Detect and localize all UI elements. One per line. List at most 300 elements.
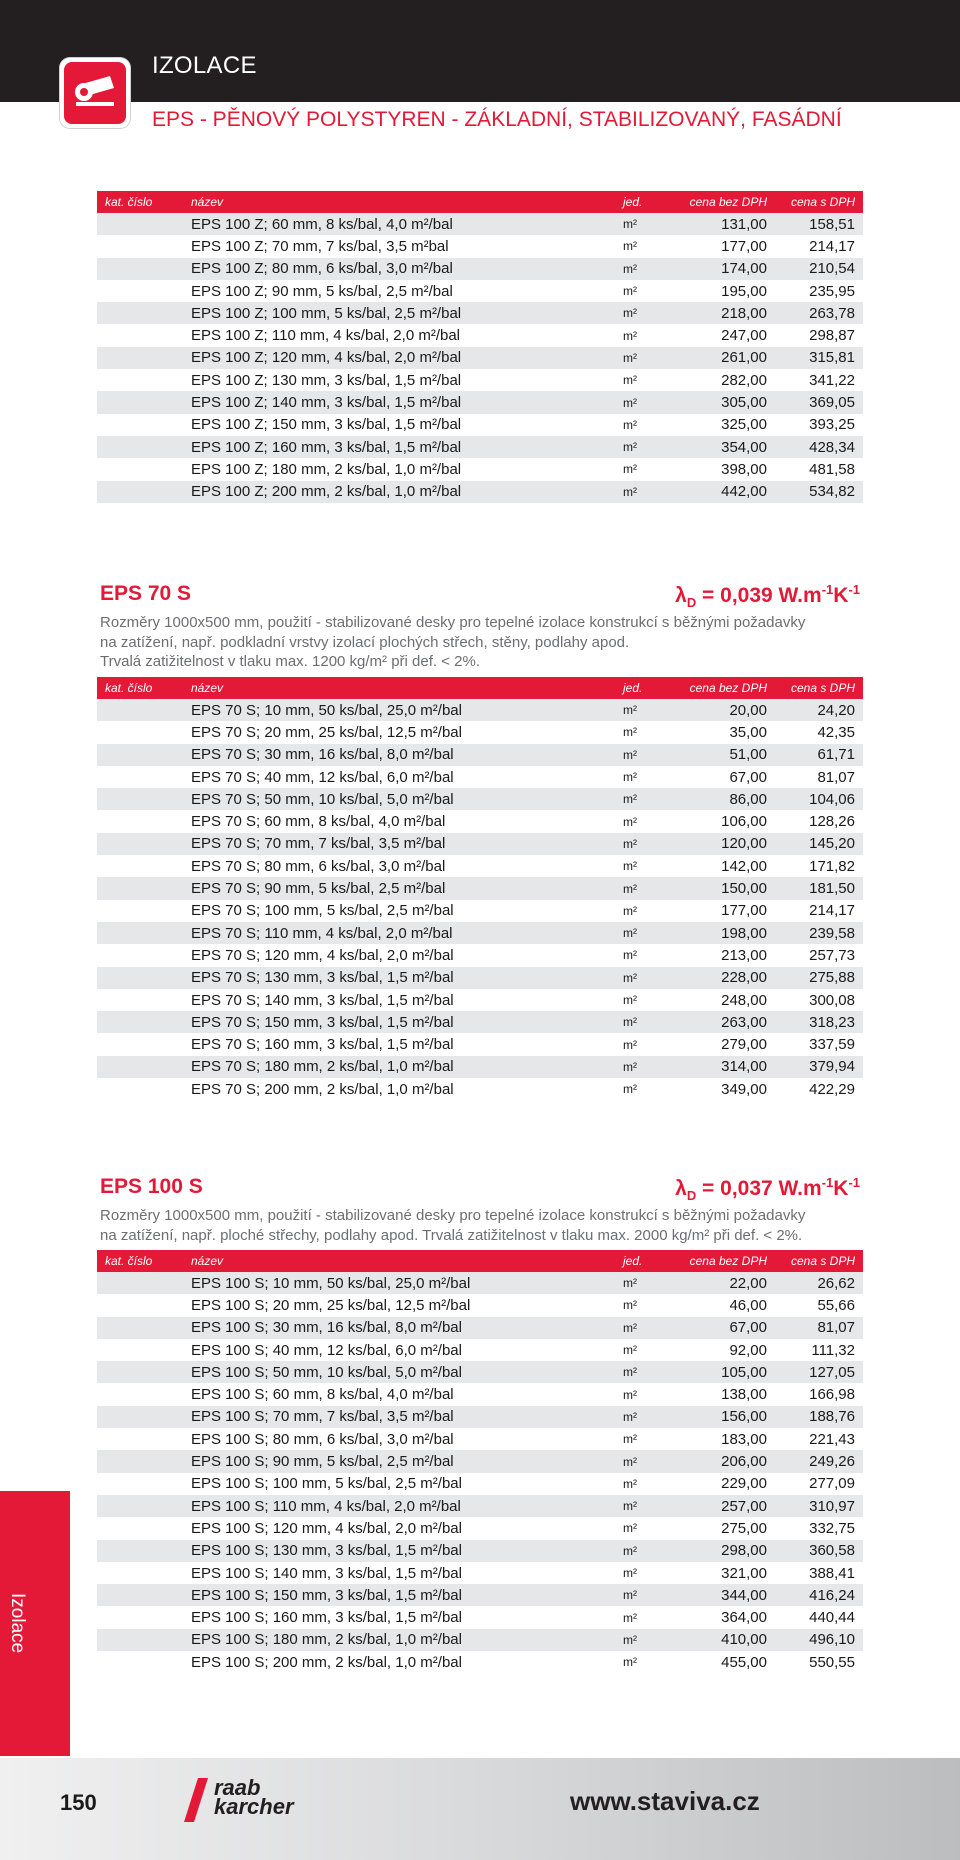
cell-kat-number: [97, 1606, 183, 1628]
category-badge: [60, 58, 130, 128]
cell-price-net: 263,00: [660, 1011, 775, 1033]
cell-price-net: 138,00: [721, 1386, 767, 1404]
table-row: [97, 1078, 863, 1100]
cell-kat-number: [97, 1406, 183, 1428]
col-header-unit: jed.: [615, 1250, 660, 1272]
cell-kat-number: [97, 1078, 183, 1100]
cell-price-net: 275,00: [721, 1519, 767, 1537]
cell-price-gross: 298,87: [809, 327, 855, 345]
table-row: [97, 1606, 863, 1628]
table-row: [97, 481, 863, 503]
cell-price-gross: 239,58: [775, 922, 863, 944]
brand-logo-line: karcher: [214, 1794, 294, 1819]
table-row: [97, 324, 863, 346]
cell-kat-number: [97, 436, 183, 458]
cell-price-gross: 166,98: [809, 1386, 855, 1404]
cell-price-net: 86,00: [660, 788, 775, 810]
table-row: [97, 1428, 863, 1450]
cell-unit: m²: [615, 1406, 660, 1428]
cell-product-name: EPS 70 S; 120 mm, 4 ks/bal, 2,0 m²/bal: [191, 946, 454, 964]
cell-product-name: EPS 70 S; 100 mm, 5 ks/bal, 2,5 m²/bal: [191, 902, 454, 920]
cell-kat-number: [97, 744, 183, 766]
cell-price-gross: 496,10: [775, 1629, 863, 1651]
table-row: [97, 766, 863, 788]
cell-product-name: EPS 100 S; 130 mm, 3 ks/bal, 1,5 m²/bal: [183, 1540, 615, 1562]
cell-product-name: EPS 70 S; 20 mm, 25 ks/bal, 12,5 m²/bal: [191, 723, 462, 741]
cell-unit: m²: [615, 699, 660, 721]
cell-product-name: EPS 70 S; 30 mm, 16 ks/bal, 8,0 m²/bal: [183, 744, 615, 766]
brand-logo-slash-icon: [184, 1778, 214, 1822]
cell-product-name: EPS 70 S; 90 mm, 5 ks/bal, 2,5 m²/bal: [183, 877, 615, 899]
cell-product-name: EPS 70 S; 180 mm, 2 ks/bal, 1,0 m²/bal: [183, 1056, 615, 1078]
cell-price-net: 177,00: [721, 902, 767, 920]
cell-price-net: 198,00: [660, 922, 775, 944]
cell-unit: m²: [623, 1476, 637, 1491]
cell-price-net: 228,00: [660, 967, 775, 989]
cell-product-name: EPS 100 S; 40 mm, 12 ks/bal, 6,0 m²/bal: [191, 1341, 462, 1359]
table-row: [97, 347, 863, 369]
cell-kat-number: [97, 1651, 183, 1673]
cell-product-name: EPS 100 Z; 150 mm, 3 ks/bal, 1,5 m²/bal: [191, 416, 462, 434]
cell-unit: m²: [615, 967, 660, 989]
cell-price-gross: 341,22: [809, 371, 855, 389]
cell-price-net: 314,00: [660, 1056, 775, 1078]
cell-price-gross: 481,58: [809, 460, 855, 478]
cell-kat-number: [97, 699, 183, 721]
cell-price-gross: 24,20: [775, 699, 863, 721]
cell-unit: m²: [615, 1584, 660, 1606]
cell-kat-number: [97, 1339, 183, 1361]
description-line: Rozměry 1000x500 mm, použití - stabilizované desky pro tepelné izolace konstrukcí s běžnými požadavky: [100, 1207, 806, 1224]
brand-logo-line: raab: [214, 1775, 261, 1800]
cell-product-name: EPS 100 Z; 160 mm, 3 ks/bal, 1,5 m²/bal: [183, 436, 615, 458]
cell-price-gross: 128,26: [809, 813, 855, 831]
table-row: [97, 1406, 863, 1428]
table-row: [97, 1562, 863, 1584]
cell-product-name: EPS 100 Z; 80 mm, 6 ks/bal, 3,0 m²/bal: [183, 258, 615, 280]
table-row: [97, 1517, 863, 1539]
cell-kat-number: [97, 788, 183, 810]
cell-unit: m²: [623, 903, 637, 918]
cell-price-gross: 318,23: [775, 1011, 863, 1033]
cell-kat-number: [97, 324, 183, 346]
cell-price-gross: 81,07: [817, 768, 855, 786]
cell-price-net: 282,00: [721, 371, 767, 389]
cell-price-gross: 277,09: [809, 1475, 855, 1493]
table-row: [97, 414, 863, 436]
cell-price-net: 261,00: [660, 347, 775, 369]
cell-price-gross: 249,26: [775, 1450, 863, 1472]
description-line: na zatížení, např. ploché střechy, podlahy apod. Trvalá zatižitelnost v tlaku max. 2000 kg/m² při def. < 2%.: [100, 1226, 803, 1244]
cell-price-net: 67,00: [729, 768, 767, 786]
table-header-row: [97, 677, 863, 699]
cell-price-net: 156,00: [660, 1406, 775, 1428]
col-header-price-net: cena bez DPH: [660, 191, 775, 213]
cell-product-name: EPS 100 S; 50 mm, 10 ks/bal, 5,0 m²/bal: [183, 1361, 615, 1383]
cell-product-name: EPS 100 Z; 110 mm, 4 ks/bal, 2,0 m²/bal: [191, 327, 461, 345]
cell-unit: m²: [623, 1610, 637, 1625]
cell-product-name: EPS 100 S; 110 mm, 4 ks/bal, 2,0 m²/bal: [183, 1495, 615, 1517]
cell-price-gross: 388,41: [809, 1564, 855, 1582]
cell-kat-number: [97, 1317, 183, 1339]
lambda-value: [675, 1175, 860, 1203]
cell-price-gross: 393,25: [809, 416, 855, 434]
cell-price-net: 22,00: [660, 1272, 775, 1294]
cell-kat-number: [97, 944, 183, 966]
cell-kat-number: [97, 922, 183, 944]
cell-kat-number: [97, 481, 183, 503]
cell-price-gross: 332,75: [809, 1519, 855, 1537]
description-line: na zatížení, např. podkladní vrstvy izolací plochých střech, stěny, podlahy apod.: [100, 633, 630, 651]
table-row: [97, 213, 863, 235]
cell-unit: m²: [623, 1037, 637, 1052]
cell-unit: m²: [623, 770, 637, 785]
cell-kat-number: [97, 1450, 183, 1472]
cell-unit: m²: [623, 1521, 637, 1536]
section-description: [100, 613, 870, 672]
cell-product-name: EPS 70 S; 80 mm, 6 ks/bal, 3,0 m²/bal: [191, 857, 446, 875]
cell-product-name: EPS 70 S; 150 mm, 3 ks/bal, 1,5 m²/bal: [183, 1011, 615, 1033]
website-link[interactable]: www.staviva.cz: [570, 1786, 760, 1816]
cell-kat-number: [97, 280, 183, 302]
col-header-price-net: cena bez DPH: [660, 1250, 775, 1272]
cell-price-gross: 210,54: [775, 258, 863, 280]
cell-product-name: EPS 100 S; 200 mm, 2 ks/bal, 1,0 m²/bal: [191, 1653, 462, 1671]
insulation-roll-icon: [64, 62, 126, 124]
cell-kat-number: [97, 391, 183, 413]
cell-product-name: EPS 100 S; 60 mm, 8 ks/bal, 4,0 m²/bal: [191, 1386, 454, 1404]
cell-product-name: EPS 100 Z; 120 mm, 4 ks/bal, 2,0 m²/bal: [183, 347, 615, 369]
cell-price-gross: 81,07: [775, 1317, 863, 1339]
cell-product-name: EPS 70 S; 60 mm, 8 ks/bal, 4,0 m²/bal: [191, 813, 446, 831]
cell-unit: m²: [615, 258, 660, 280]
cell-price-gross: 221,43: [809, 1430, 855, 1448]
cell-unit: m²: [615, 744, 660, 766]
cell-product-name: EPS 100 Z; 70 mm, 7 ks/bal, 3,5 m²bal: [191, 237, 449, 255]
cell-price-net: 213,00: [721, 946, 767, 964]
col-header-kat: kat. číslo: [97, 1250, 183, 1272]
cell-unit: m²: [615, 1317, 660, 1339]
cell-price-net: 349,00: [721, 1080, 767, 1098]
table-row: [97, 1361, 863, 1383]
cell-product-name: EPS 70 S; 40 mm, 12 ks/bal, 6,0 m²/bal: [191, 768, 454, 786]
cell-product-name: EPS 70 S; 140 mm, 3 ks/bal, 1,5 m²/bal: [191, 991, 454, 1009]
cell-unit: m²: [615, 481, 660, 503]
cell-unit: m²: [623, 859, 637, 874]
cell-unit: m²: [615, 1056, 660, 1078]
cell-unit: m²: [615, 1011, 660, 1033]
col-header-kat: kat. číslo: [97, 191, 183, 213]
cell-product-name: EPS 100 Z; 60 mm, 8 ks/bal, 4,0 m²/bal: [183, 213, 615, 235]
col-header-price-gross: cena s DPH: [775, 677, 863, 699]
cell-price-gross: 534,82: [775, 481, 863, 503]
cell-kat-number: [97, 213, 183, 235]
cell-kat-number: [97, 1033, 183, 1055]
cell-price-net: 410,00: [660, 1629, 775, 1651]
cell-kat-number: [97, 1562, 183, 1584]
cell-unit: m²: [615, 213, 660, 235]
cell-product-name: EPS 100 S; 30 mm, 16 ks/bal, 8,0 m²/bal: [183, 1317, 615, 1339]
cell-unit: m²: [615, 347, 660, 369]
cell-price-gross: 158,51: [775, 213, 863, 235]
table-row: [97, 1272, 863, 1294]
cell-kat-number: [97, 258, 183, 280]
cell-product-name: EPS 100 S; 150 mm, 3 ks/bal, 1,5 m²/bal: [183, 1584, 615, 1606]
cell-price-gross: 181,50: [775, 877, 863, 899]
table-row: [97, 1473, 863, 1495]
cell-price-gross: 257,73: [809, 946, 855, 964]
table-row: [97, 1584, 863, 1606]
cell-kat-number: [97, 833, 183, 855]
cell-price-gross: 360,58: [775, 1540, 863, 1562]
cell-unit: m²: [623, 948, 637, 963]
cell-unit: m²: [623, 373, 637, 388]
cell-unit: m²: [615, 1450, 660, 1472]
cell-kat-number: [97, 302, 183, 324]
lambda-value: [675, 582, 860, 610]
cell-price-net: 298,00: [660, 1540, 775, 1562]
cell-price-gross: 428,34: [775, 436, 863, 458]
table-row: [97, 855, 863, 877]
cell-kat-number: [97, 1517, 183, 1539]
table-row: [97, 1383, 863, 1405]
cell-price-net: 257,00: [660, 1495, 775, 1517]
cell-product-name: EPS 100 S; 20 mm, 25 ks/bal, 12,5 m²/bal: [191, 1296, 471, 1314]
cell-kat-number: [97, 1294, 183, 1316]
table-row: [97, 1033, 863, 1055]
section-description: [100, 1206, 870, 1245]
cell-product-name: EPS 100 S; 100 mm, 5 ks/bal, 2,5 m²/bal: [191, 1475, 462, 1493]
cell-price-gross: 127,05: [775, 1361, 863, 1383]
cell-unit: m²: [615, 391, 660, 413]
col-header-price-net: cena bez DPH: [660, 677, 775, 699]
table-row: [97, 944, 863, 966]
cell-price-net: 305,00: [660, 391, 775, 413]
cell-unit: m²: [623, 462, 637, 477]
cell-price-gross: 214,17: [809, 902, 855, 920]
cell-kat-number: [97, 1495, 183, 1517]
cell-product-name: EPS 100 Z; 180 mm, 2 ks/bal, 1,0 m²/bal: [191, 460, 462, 478]
cell-price-net: 195,00: [721, 282, 767, 300]
price-table-eps-100-z: [97, 191, 863, 503]
cell-unit: m²: [623, 725, 637, 740]
cell-price-net: 20,00: [660, 699, 775, 721]
table-row: [97, 699, 863, 721]
table-row: [97, 810, 863, 832]
cell-product-name: EPS 100 Z; 90 mm, 5 ks/bal, 2,5 m²/bal: [191, 282, 453, 300]
cell-product-name: EPS 100 S; 10 mm, 50 ks/bal, 25,0 m²/bal: [183, 1272, 615, 1294]
cell-price-net: 354,00: [660, 436, 775, 458]
cell-price-gross: 310,97: [775, 1495, 863, 1517]
cell-price-net: 150,00: [660, 877, 775, 899]
cell-price-gross: 171,82: [809, 857, 855, 875]
cell-kat-number: [97, 810, 183, 832]
side-tab-label: Izolace: [7, 1593, 28, 1654]
table-row: [97, 1540, 863, 1562]
cell-price-gross: 275,88: [775, 967, 863, 989]
table-row: [97, 1317, 863, 1339]
cell-product-name: EPS 100 S; 80 mm, 6 ks/bal, 3,0 m²/bal: [191, 1430, 454, 1448]
table-row: [97, 1011, 863, 1033]
cell-price-gross: 26,62: [775, 1272, 863, 1294]
cell-unit: m²: [615, 1629, 660, 1651]
cell-product-name: EPS 100 S; 140 mm, 3 ks/bal, 1,5 m²/bal: [191, 1564, 462, 1582]
cell-price-gross: 416,24: [775, 1584, 863, 1606]
cell-unit: m²: [615, 1495, 660, 1517]
brand-logo-text[interactable]: [214, 1775, 294, 1819]
cell-price-gross: 369,05: [775, 391, 863, 413]
cell-price-net: 105,00: [660, 1361, 775, 1383]
table-row: [97, 1495, 863, 1517]
cell-price-gross: 235,95: [809, 282, 855, 300]
cell-price-net: 218,00: [660, 302, 775, 324]
cell-unit: m²: [615, 302, 660, 324]
cell-kat-number: [97, 458, 183, 480]
cell-price-net: 46,00: [729, 1296, 767, 1314]
cell-product-name: EPS 100 S; 180 mm, 2 ks/bal, 1,0 m²/bal: [183, 1629, 615, 1651]
cell-kat-number: [97, 855, 183, 877]
cell-unit: m²: [623, 1655, 637, 1670]
cell-unit: m²: [615, 833, 660, 855]
table-row: [97, 922, 863, 944]
table-row: [97, 877, 863, 899]
cell-kat-number: [97, 900, 183, 922]
cell-unit: m²: [615, 922, 660, 944]
cell-product-name: EPS 100 S; 160 mm, 3 ks/bal, 1,5 m²/bal: [191, 1609, 462, 1627]
cell-kat-number: [97, 1383, 183, 1405]
cell-product-name: EPS 70 S; 50 mm, 10 ks/bal, 5,0 m²/bal: [183, 788, 615, 810]
table-header-row: [97, 191, 863, 213]
cell-kat-number: [97, 1473, 183, 1495]
cell-product-name: EPS 100 Z; 200 mm, 2 ks/bal, 1,0 m²/bal: [183, 481, 615, 503]
price-table-eps-100-s: [97, 1250, 863, 1673]
cell-price-gross: 440,44: [809, 1609, 855, 1627]
table-row: [97, 391, 863, 413]
table-row: [97, 900, 863, 922]
cell-price-net: 344,00: [660, 1584, 775, 1606]
cell-price-net: 131,00: [660, 213, 775, 235]
table-row: [97, 258, 863, 280]
cell-price-net: 177,00: [721, 237, 767, 255]
cell-unit: m²: [615, 1361, 660, 1383]
cell-product-name: EPS 70 S; 110 mm, 4 ks/bal, 2,0 m²/bal: [183, 922, 615, 944]
cell-unit: m²: [615, 877, 660, 899]
cell-price-gross: 315,81: [775, 347, 863, 369]
section-header-eps-100-s: [100, 1175, 860, 1203]
lambda-text: $\lambda_D = 0,037$ $W.m^{-1}K^{-1}$: [675, 1175, 860, 1204]
cell-price-gross: 214,17: [809, 237, 855, 255]
cell-price-gross: 42,35: [817, 723, 855, 741]
insulation-roll-icon-graphic: [64, 62, 126, 124]
cell-price-gross: 550,55: [809, 1653, 855, 1671]
table-row: [97, 744, 863, 766]
col-header-price-gross: cena s DPH: [775, 1250, 863, 1272]
table-row: [97, 1629, 863, 1651]
cell-product-name: EPS 100 Z; 130 mm, 3 ks/bal, 1,5 m²/bal: [191, 371, 462, 389]
cell-price-net: 364,00: [721, 1609, 767, 1627]
cell-unit: m²: [615, 788, 660, 810]
cell-price-net: 67,00: [660, 1317, 775, 1339]
table-row: [97, 369, 863, 391]
cell-price-net: 279,00: [721, 1036, 767, 1054]
brand-logo-icon: [184, 1778, 214, 1822]
table-row: [97, 235, 863, 257]
section-title: EPS 100 S: [100, 1175, 203, 1198]
cell-price-gross: 145,20: [775, 833, 863, 855]
cell-kat-number: [97, 347, 183, 369]
cell-product-name: EPS 70 S; 160 mm, 3 ks/bal, 1,5 m²/bal: [191, 1036, 454, 1054]
table-row: [97, 967, 863, 989]
cell-unit: m²: [623, 993, 637, 1007]
page-number: 150: [60, 1790, 97, 1815]
col-header-unit: jed.: [615, 191, 660, 213]
cell-price-gross: 422,29: [809, 1080, 855, 1098]
cell-kat-number: [97, 414, 183, 436]
cell-price-net: 183,00: [721, 1430, 767, 1448]
table-row: [97, 436, 863, 458]
cell-price-net: 35,00: [729, 723, 767, 741]
cell-unit: m²: [623, 1298, 637, 1313]
cell-product-name: EPS 100 S; 90 mm, 5 ks/bal, 2,5 m²/bal: [183, 1450, 615, 1472]
cell-price-net: 206,00: [660, 1450, 775, 1472]
cell-kat-number: [97, 235, 183, 257]
cell-unit: m²: [623, 1343, 637, 1358]
table-row: [97, 302, 863, 324]
cell-product-name: EPS 100 Z; 100 mm, 5 ks/bal, 2,5 m²/bal: [183, 302, 615, 324]
col-header-kat: kat. číslo: [97, 677, 183, 699]
cell-product-name: EPS 100 S; 70 mm, 7 ks/bal, 3,5 m²/bal: [183, 1406, 615, 1428]
description-line: Trvalá zatižitelnost v tlaku max. 1200 kg/m² při def. < 2%.: [100, 653, 481, 670]
cell-price-net: 442,00: [660, 481, 775, 503]
col-header-unit: jed.: [615, 677, 660, 699]
cell-kat-number: [97, 989, 183, 1011]
cell-unit: m²: [623, 1082, 637, 1097]
cell-price-net: 325,00: [721, 416, 767, 434]
cell-price-gross: 300,08: [809, 991, 855, 1009]
description-line: Rozměry 1000x500 mm, použití - stabilizované desky pro tepelné izolace konstrukcí s běžnými požadavky: [100, 614, 806, 631]
cell-price-net: 92,00: [729, 1341, 767, 1359]
footer-bar: [0, 1758, 960, 1860]
cell-price-net: 174,00: [660, 258, 775, 280]
cell-kat-number: [97, 369, 183, 391]
cell-unit: m²: [623, 1432, 637, 1447]
cell-kat-number: [97, 1361, 183, 1383]
cell-product-name: EPS 100 Z; 140 mm, 3 ks/bal, 1,5 m²/bal: [183, 391, 615, 413]
cell-price-gross: 379,94: [775, 1056, 863, 1078]
cell-unit: m²: [615, 1272, 660, 1294]
cell-kat-number: [97, 1428, 183, 1450]
cell-unit: m²: [615, 436, 660, 458]
cell-unit: m²: [623, 239, 637, 254]
cell-kat-number: [97, 1584, 183, 1606]
cell-price-gross: 188,76: [775, 1406, 863, 1428]
cell-price-net: 142,00: [721, 857, 767, 875]
cell-product-name: EPS 70 S; 200 mm, 2 ks/bal, 1,0 m²/bal: [191, 1080, 454, 1098]
cell-price-gross: 104,06: [775, 788, 863, 810]
table-row: [97, 1651, 863, 1673]
cell-price-gross: 61,71: [775, 744, 863, 766]
lambda-text: $\lambda_D = 0,039$ $W.m^{-1}K^{-1}$: [675, 582, 860, 611]
category-title: IZOLACE: [152, 52, 257, 79]
table-row: [97, 989, 863, 1011]
col-header-name: název: [183, 677, 615, 699]
table-header-row: [97, 1250, 863, 1272]
cell-kat-number: [97, 721, 183, 743]
cell-kat-number: [97, 1629, 183, 1651]
cell-product-name: EPS 70 S; 130 mm, 3 ks/bal, 1,5 m²/bal: [183, 967, 615, 989]
cell-price-gross: 55,66: [817, 1296, 855, 1314]
section-title: EPS 70 S: [100, 582, 192, 605]
